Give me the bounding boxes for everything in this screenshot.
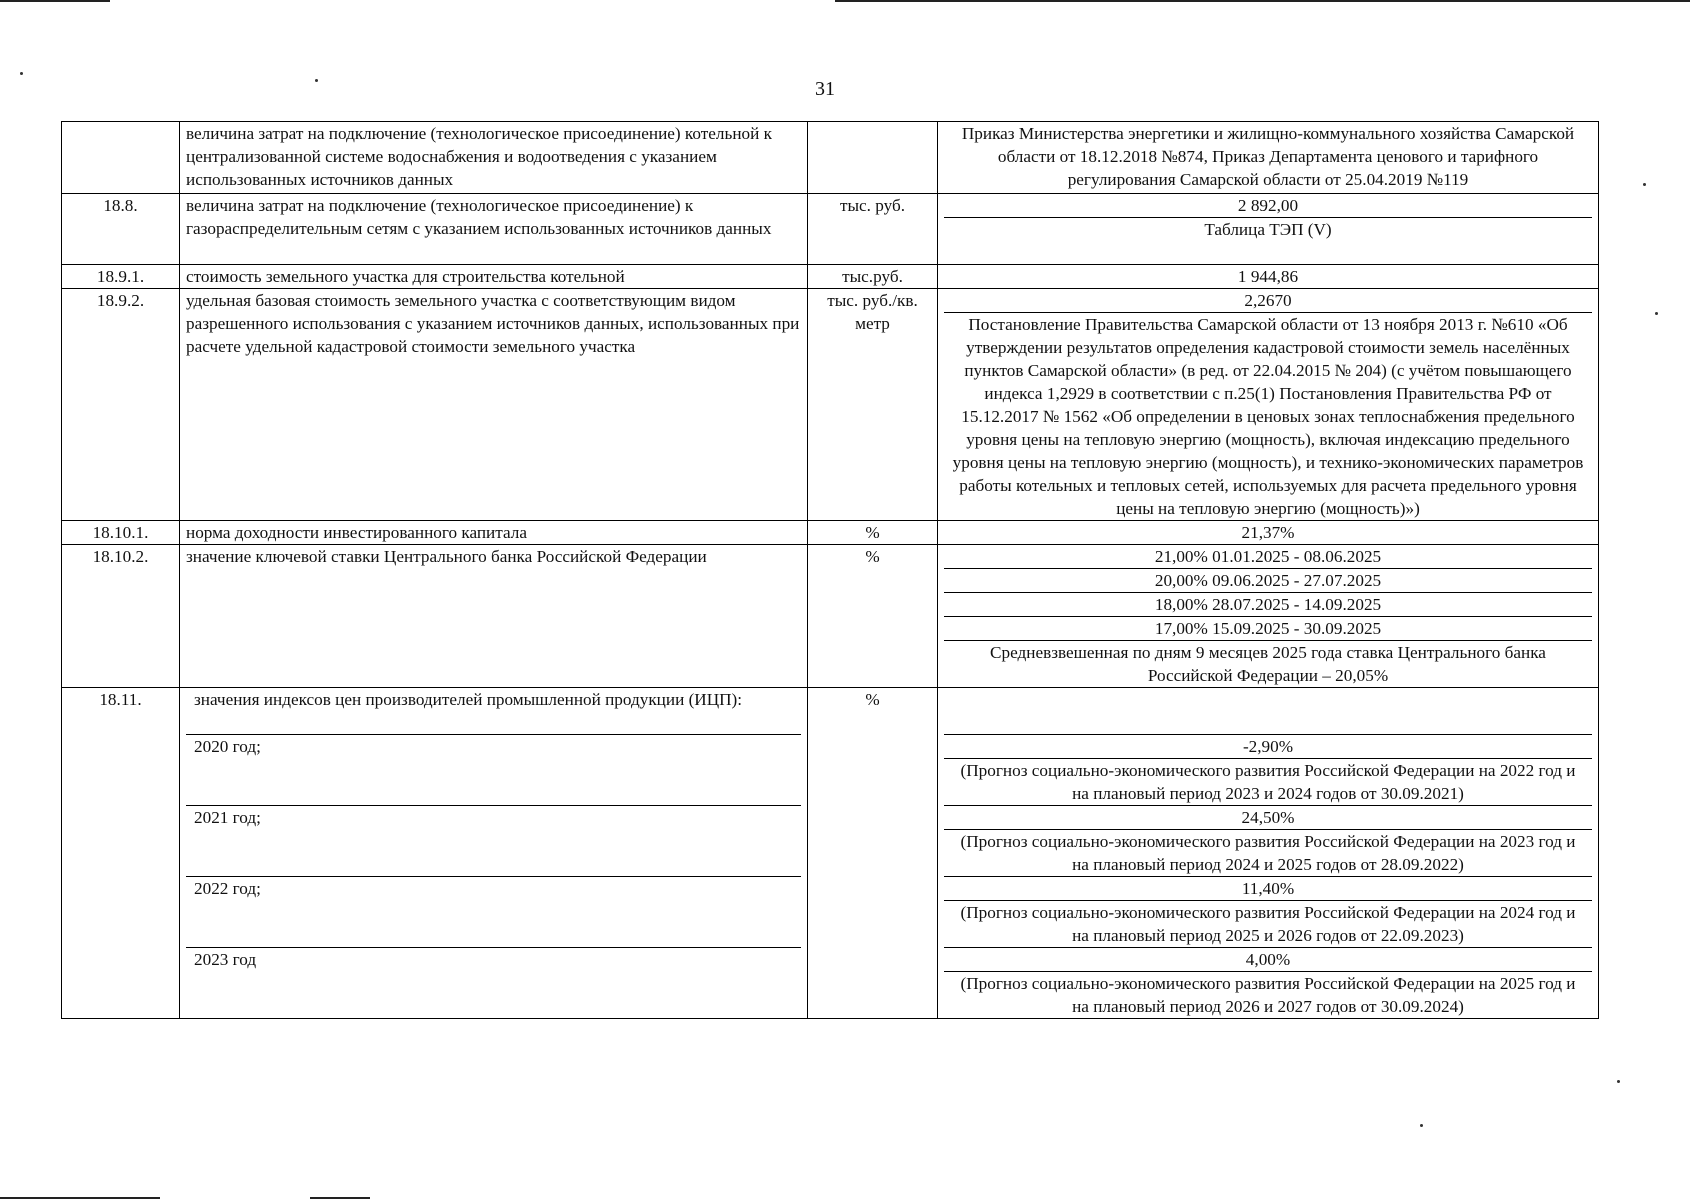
table-row	[62, 122, 1599, 194]
parameters-table	[61, 121, 1599, 1019]
row-source: Постановление Правительства Самарской области от 13 ноября 2013 г. №610 «Об утверждении результатов определения кадастровой стоимости земель населённых пунктов Самарской области» (в ред. от 22.04.2015 № 204) (с учётом повышающего индекса 1,2929 в соответствии с п.25(1) Постановления Правительства РФ от 15.12.2017 № 1562 «Об определении в ценовых зонах теплоснабжения предельного уровня цены на тепловую энергию (мощность), включая индексацию предельного уровня цены на тепловую энергию (мощность), и технико-экономических параметров работы котельных и тепловых сетей, используемых для расчета предельного уровня цены на тепловую энергию (мощность)»)	[944, 312, 1592, 520]
table-row	[62, 194, 1599, 265]
row-unit: тыс. руб./кв. метр	[808, 289, 938, 521]
row-number: 18.9.2.	[62, 289, 180, 521]
row-number: 18.10.2.	[62, 545, 180, 688]
row-unit: %	[808, 545, 938, 688]
scan-edge-mark	[310, 1197, 370, 1199]
row-value-empty	[944, 688, 1592, 734]
year-value: 4,00%	[944, 947, 1592, 971]
row-description: значение ключевой ставки Центрального банка Российской Федерации	[180, 545, 808, 688]
year-label: 2022 год;	[186, 876, 801, 947]
row-description	[180, 688, 808, 1019]
row-number: 18.9.1.	[62, 265, 180, 289]
year-label: 2020 год;	[186, 734, 801, 805]
year-source: (Прогноз социально-экономического развития Российской Федерации на 2023 год и на плановый период 2024 и 2025 годов от 28.09.2022)	[944, 829, 1592, 876]
row-value: 21,37%	[938, 521, 1599, 545]
row-description: норма доходности инвестированного капитала	[180, 521, 808, 545]
index-heading: значения индексов цен производителей промышленной продукции (ИЦП):	[194, 690, 743, 709]
row-source: Приказ Министерства энергетики и жилищно-коммунального хозяйства Самарской области от 18.12.2018 №874, Приказ Департамента ценового и тарифного регулирования Самарской области от 25.04.2019 №119	[938, 122, 1599, 194]
scan-speck	[1420, 1124, 1423, 1127]
row-value: 2 892,00	[1237, 196, 1299, 215]
scan-speck	[1617, 1080, 1620, 1083]
table-row	[62, 265, 1599, 289]
rate-period: 17,00% 15.09.2025 - 30.09.2025	[944, 616, 1592, 640]
row-unit: %	[808, 521, 938, 545]
row-value: 1 944,86	[938, 265, 1599, 289]
scan-speck	[1643, 183, 1646, 186]
row-description: стоимость земельного участка для строительства котельной	[180, 265, 808, 289]
row-number	[62, 122, 180, 194]
rate-summary: Средневзвешенная по дням 9 месяцев 2025 года ставка Центрального банка Российской Федерации – 20,05%	[944, 640, 1592, 687]
year-label: 2023 год	[186, 947, 801, 1018]
year-value: 11,40%	[944, 876, 1592, 900]
year-source: (Прогноз социально-экономического развития Российской Федерации на 2025 год и на плановый период 2026 и 2027 годов от 30.09.2024)	[944, 971, 1592, 1018]
row-values	[938, 194, 1599, 265]
scan-edge-mark	[0, 0, 110, 2]
year-value: -2,90%	[944, 734, 1592, 758]
rate-period: 21,00% 01.01.2025 - 08.06.2025	[1154, 547, 1382, 566]
row-description: величина затрат на подключение (технологическое присоединение) котельной к централизованной системе водоснабжения и водоотведения с указанием использованных источников данных	[180, 122, 808, 194]
row-values	[938, 688, 1599, 1019]
row-description: удельная базовая стоимость земельного участка с соответствующим видом разрешенного использования с указанием источников данных, использованных при расчете удельной кадастровой стоимости земельного участка	[180, 289, 808, 521]
row-number: 18.11.	[62, 688, 180, 1019]
table-row	[62, 289, 1599, 521]
row-value: 2,2670	[1244, 291, 1292, 310]
year-source: (Прогноз социально-экономического развития Российской Федерации на 2024 год и на плановый период 2025 и 2026 годов от 22.09.2023)	[944, 900, 1592, 947]
table-row	[62, 688, 1599, 1019]
scan-speck	[20, 72, 23, 75]
year-source: (Прогноз социально-экономического развития Российской Федерации на 2022 год и на плановый период 2023 и 2024 годов от 30.09.2021)	[944, 758, 1592, 805]
row-source: Таблица ТЭП (V)	[944, 217, 1592, 241]
year-value: 24,50%	[944, 805, 1592, 829]
row-number: 18.10.1.	[62, 521, 180, 545]
year-label: 2021 год;	[186, 805, 801, 876]
scan-speck	[1655, 312, 1658, 315]
row-number: 18.8.	[62, 194, 180, 265]
rate-period: 18,00% 28.07.2025 - 14.09.2025	[944, 592, 1592, 616]
table-row	[62, 545, 1599, 688]
row-values	[938, 289, 1599, 521]
row-unit: %	[808, 688, 938, 1019]
scan-edge-mark	[835, 0, 1690, 2]
rate-period: 20,00% 09.06.2025 - 27.07.2025	[944, 568, 1592, 592]
row-description: величина затрат на подключение (технологическое присоединение) к газораспределительным сетям с указанием использованных источников данных	[180, 194, 808, 265]
row-unit: тыс.руб.	[808, 265, 938, 289]
page-number: 31	[815, 78, 835, 100]
scan-edge-mark	[0, 1197, 160, 1199]
row-values	[938, 545, 1599, 688]
table-row	[62, 521, 1599, 545]
row-unit: тыс. руб.	[808, 194, 938, 265]
row-unit	[808, 122, 938, 194]
